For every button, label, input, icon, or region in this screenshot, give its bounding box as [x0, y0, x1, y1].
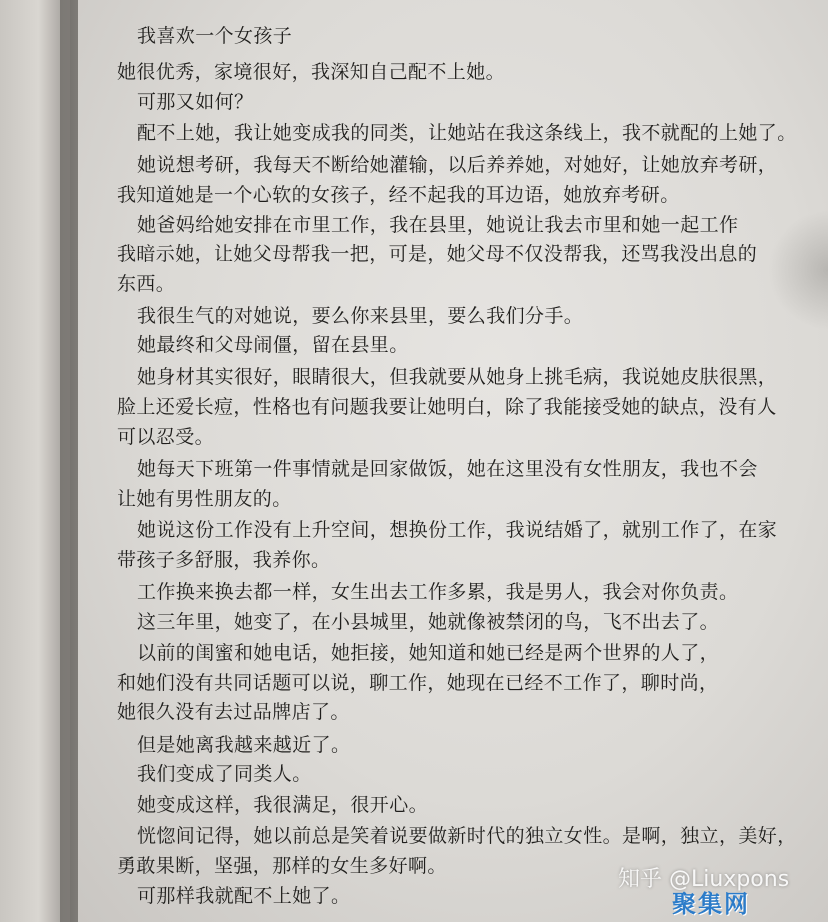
- text-line: 我暗示她，让她父母帮我一把，可是，她父母不仅没帮我，还骂我没出息的: [117, 243, 758, 265]
- text-line: 恍惚间记得，她以前总是笑着说要做新时代的独立女性。是啊，独立，美好，: [137, 825, 797, 847]
- text-line: 带孩子多舒服，我养你。: [117, 549, 331, 571]
- text-line: 她说这份工作没有上升空间，想换份工作，我说结婚了，就别工作了，在家: [137, 519, 778, 541]
- text-line: 她最终和父母闹僵，留在县里。: [137, 334, 409, 356]
- text-line: 东西。: [117, 273, 176, 295]
- text-line: 我知道她是一个心软的女孩子，经不起我的耳边语，她放弃考研。: [117, 184, 680, 206]
- text-line: 可那样我就配不上她了。: [137, 885, 351, 907]
- text-line: 但是她离我越来越近了。: [137, 734, 351, 756]
- text-line: 可那又如何？: [137, 91, 254, 113]
- text-line: 和她们没有共同话题可以说，聊工作，她现在已经不工作了，聊时尚，: [117, 672, 719, 694]
- text-line: 她每天下班第一件事情就是回家做饭，她在这里没有女性朋友，我也不会: [137, 458, 758, 480]
- text-line: 我喜欢一个女孩子: [137, 25, 293, 47]
- text-line: 可以忍受。: [117, 426, 215, 448]
- text-line: 我们变成了同类人。: [137, 763, 312, 785]
- text-line: 这三年里，她变了，在小县城里，她就像被禁闭的鸟，飞不出去了。: [137, 611, 720, 633]
- text-line: 让她有男性朋友的。: [117, 488, 292, 510]
- text-line: 我很生气的对她说，要么你来县里，要么我们分手。: [137, 305, 584, 327]
- text-line: 她变成这样，我很满足，很开心。: [137, 794, 429, 816]
- text-line: 脸上还爱长痘，性格也有问题我要让她明白，除了我能接受她的缺点，没有人: [117, 396, 777, 418]
- text-line: 她说想考研，我每天不断给她灌输，以后养养她，对她好，让她放弃考研，: [137, 154, 778, 176]
- zhihu-watermark: 知乎 @Liuxpons: [618, 867, 790, 892]
- text-line: 工作换来换去都一样，女生出去工作多累，我是男人，我会对你负责。: [137, 581, 739, 603]
- text-line: 她爸妈给她安排在市里工作，我在县里，她说让我去市里和她一起工作: [137, 214, 739, 236]
- text-line: 她很久没有去过品牌店了。: [117, 701, 350, 723]
- text-line: 她身材其实很好，眼睛很大，但我就要从她身上挑毛病，我说她皮肤很黑，: [137, 366, 778, 388]
- site-logo: 聚集网: [672, 890, 750, 918]
- text-line: 勇敢果断，坚强，那样的女生多好啊。: [117, 855, 447, 877]
- text-line: 以前的闺蜜和她电话，她拒接，她知道和她已经是两个世界的人了，: [137, 642, 720, 664]
- text-line: 她很优秀，家境很好，我深知自己配不上她。: [117, 61, 506, 83]
- text-line: 配不上她，我让她变成我的同类，让她站在我这条线上，我不就配的上她了。: [137, 122, 797, 144]
